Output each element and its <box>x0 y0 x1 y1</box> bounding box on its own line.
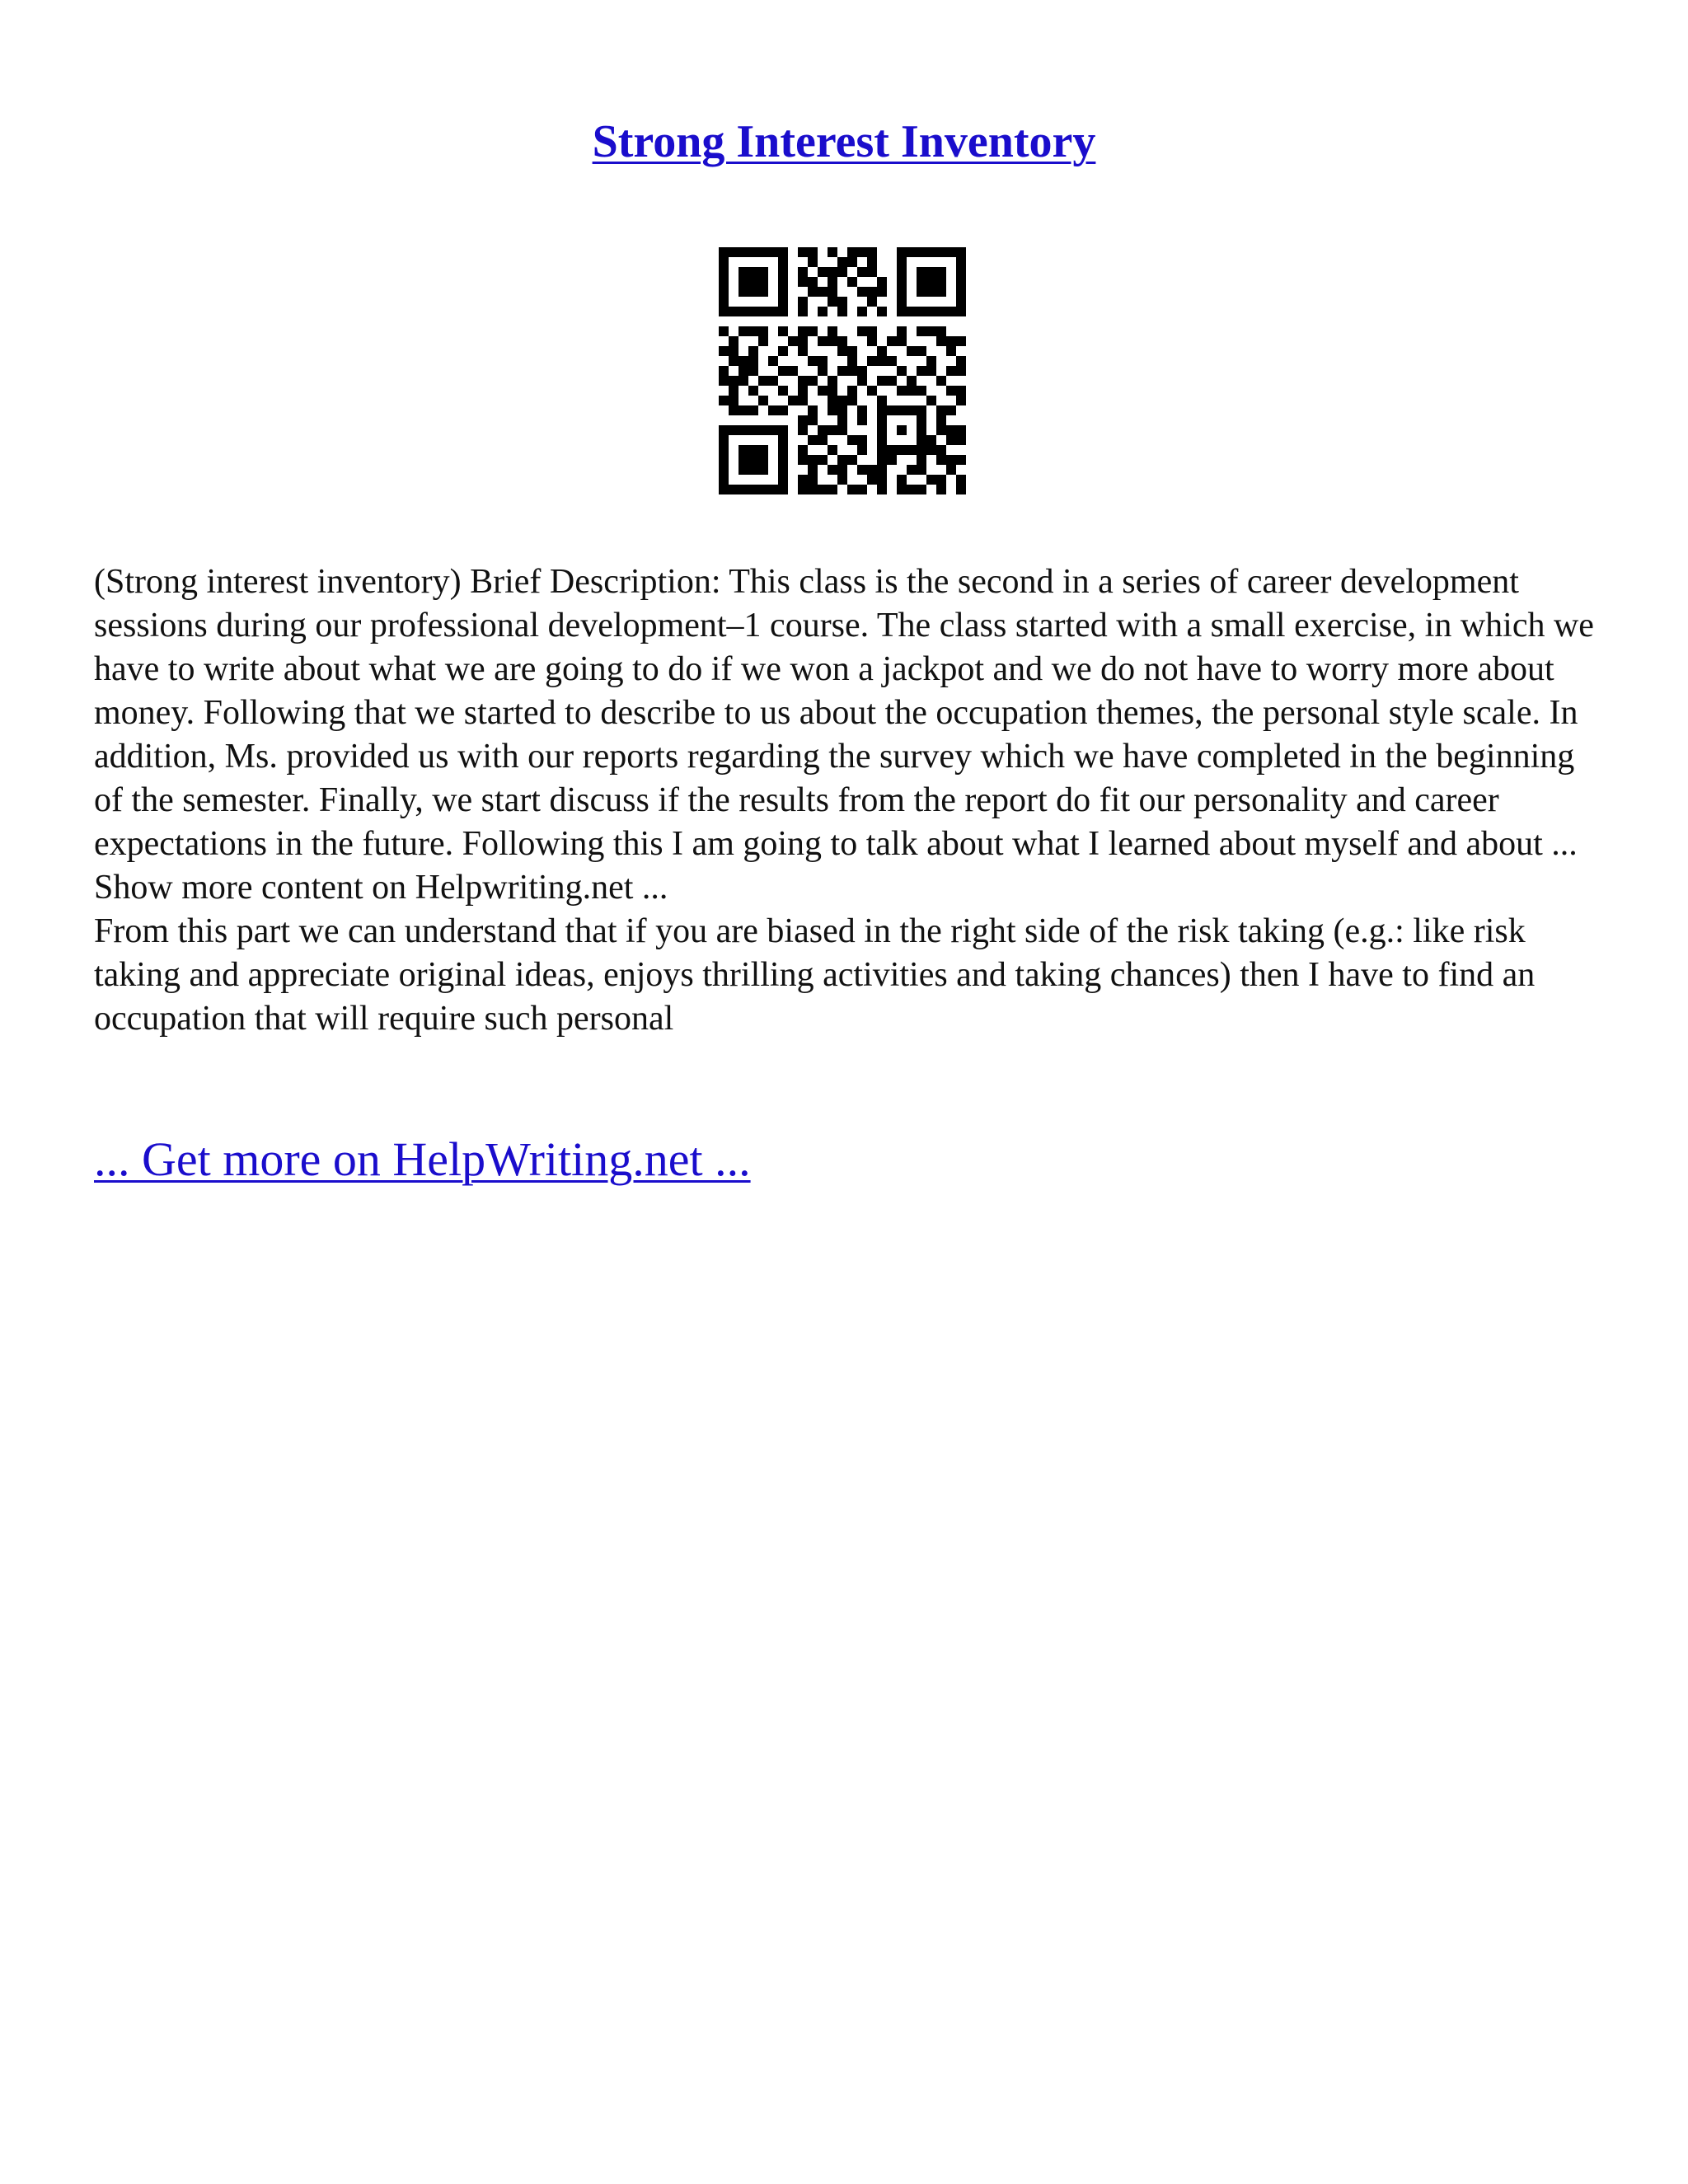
qr-code-icon <box>719 247 966 494</box>
get-more-link[interactable]: ... Get more on HelpWriting.net ... <box>94 1132 751 1186</box>
body-paragraph-2: From this part we can understand that if you are biased in the right side of the risk taking (e.g.: like risk taking and appreciate original ideas, enjoys thrilling activities and taking chances) then I have to find an occupation that will require such personal <box>94 912 1536 1038</box>
document-title-link[interactable]: Strong Interest Inventory <box>592 116 1096 167</box>
document-body <box>94 560 1602 1041</box>
title-container <box>0 115 1688 168</box>
body-paragraph-1: (Strong interest inventory) Brief Description: This class is the second in a series of career development sessions during our professional development–1 course. The class started with a small exercise, in which we have to write about what we are going to do if we won a jackpot and we do not have to worry more about money. Following that we started to describe to us about the occupation themes, the personal style scale. In addition, Ms. provided us with our reports regarding the survey which we have completed in the beginning of the semester. Finally, we start discuss if the results from the report do fit our personality and career expectations in the future. Following this I am going to talk about what I learned about myself and about ... Show more content on Helpwriting.net ... <box>94 563 1594 907</box>
